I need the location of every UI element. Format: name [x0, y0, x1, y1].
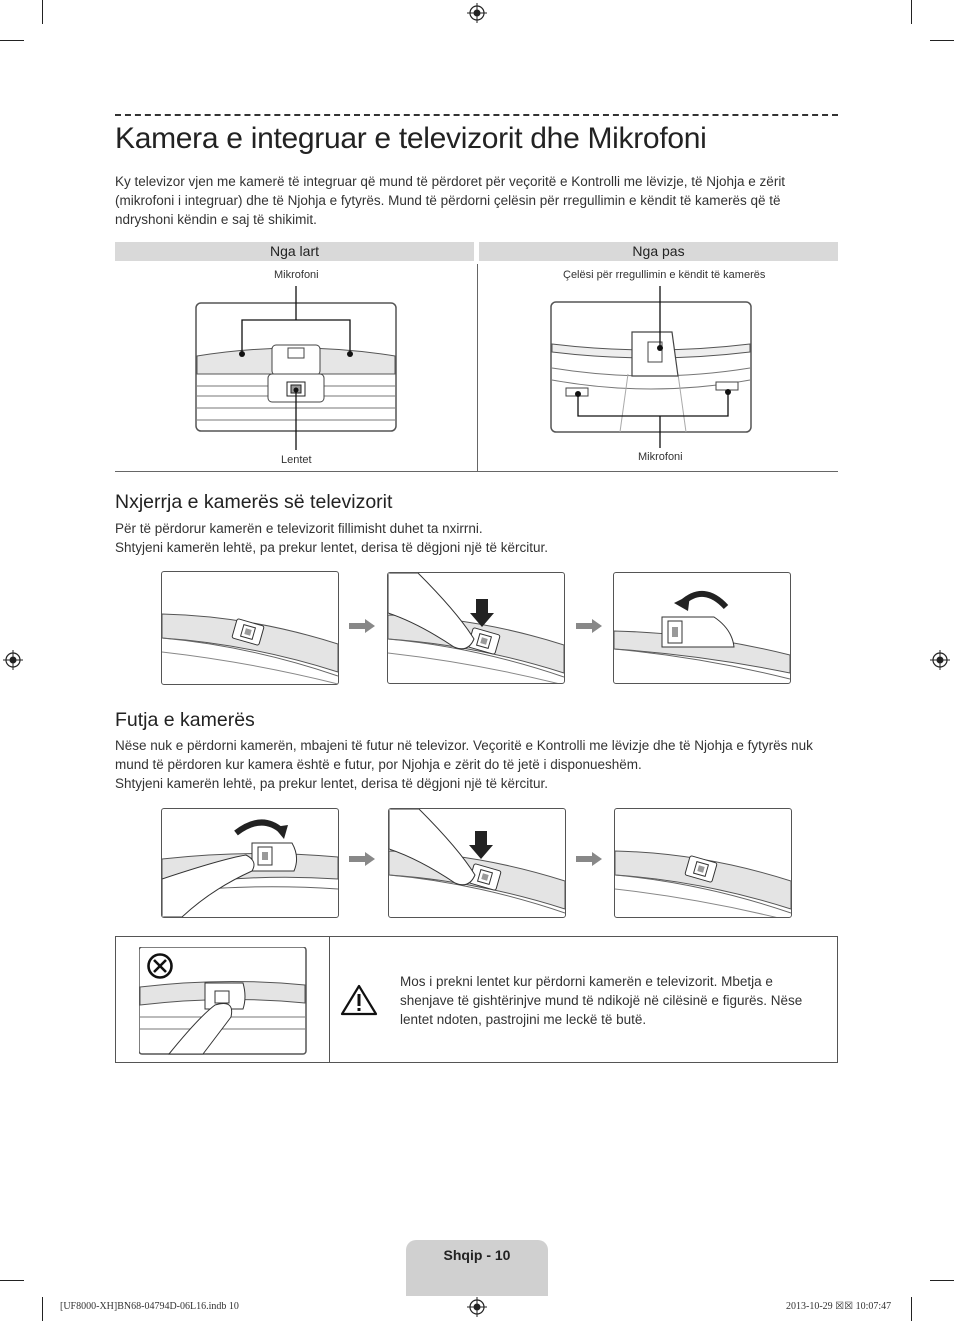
crop-mark [911, 0, 912, 24]
camera-top-view-diagram [190, 282, 402, 454]
registration-mark-icon [930, 650, 950, 670]
remove-line-1: Për të përdorur kamerën e televizorit fillimisht duhet ta nxirrni. [115, 521, 483, 536]
table-column-divider [477, 264, 478, 472]
label-lentet: Lentet [281, 454, 312, 466]
insert-step-3-illustration [614, 808, 792, 918]
warning-triangle-icon [340, 984, 378, 1016]
crop-mark [930, 1280, 954, 1281]
table-bottom-rule [115, 471, 838, 472]
print-file-info: [UF8000-XH]BN68-04794D-06L16.indb 10 [60, 1301, 239, 1312]
label-mikrofoni-top: Mikrofoni [274, 269, 319, 281]
title-rule [115, 114, 838, 116]
intro-paragraph: Ky televizor vjen me kamerë të integruar që mund të përdoret për veçoritë e Kontrolli me lëvizje, të Njohja e zërit (mikrofoni i integruar) dhe të Njohja e fytyrës. Mund të përdorni çelësin për rregullimin e këndit të kamerës që të ndryshoni këndin e saj të shikimit. [115, 174, 786, 227]
remove-step-2-illustration [387, 572, 565, 684]
arrow-right-icon [576, 619, 602, 633]
arrow-right-icon [349, 619, 375, 633]
prohibited-icon [146, 952, 174, 980]
heading-remove-camera: Nxjerrja e kamerës së televizorit [115, 491, 393, 513]
registration-mark-icon [3, 650, 23, 670]
remove-step-3-illustration [613, 572, 791, 684]
registration-mark-icon [467, 3, 487, 23]
label-mikrofoni-back: Mikrofoni [638, 451, 683, 463]
page-number: Shqip - 10 [443, 1247, 511, 1263]
camera-back-view-diagram [548, 284, 758, 450]
remove-line-2: Shtyjeni kamerën lehtë, pa prekur lentet, derisa të dëgjoni një të kërcitur. [115, 540, 548, 555]
insert-step-1-illustration [161, 808, 339, 918]
registration-mark-icon [467, 1297, 487, 1317]
warning-text: Mos i prekni lentet kur përdorni kamerën e televizorit. Mbetja e shenjave të gishtërinjve mund të ndikojë në cilësinë e figurës. Nëse lentet ndoten, pastrojini me leckë të butë. [400, 974, 803, 1027]
insert-step-2-illustration [388, 808, 566, 918]
crop-mark [42, 0, 43, 24]
page-title: Kamera e integruar e televizorit dhe Mikrofoni [115, 122, 707, 155]
header-top-view: Nga lart [115, 242, 474, 261]
arrow-right-icon [576, 852, 602, 866]
crop-mark [42, 1297, 43, 1321]
header-back-view: Nga pas [479, 242, 838, 261]
remove-step-1-illustration [161, 571, 339, 685]
crop-mark [0, 1280, 24, 1281]
crop-mark [930, 40, 954, 41]
insert-line-2: Shtyjeni kamerën lehtë, pa prekur lentet, derisa të dëgjoni një të kërcitur. [115, 776, 548, 791]
label-angle-switch: Çelësi për rregullimin e këndit të kamerës [563, 269, 766, 281]
crop-mark [911, 1297, 912, 1321]
warning-box-divider [329, 936, 330, 1062]
insert-paragraph: Nëse nuk e përdorni kamerën, mbajeni të futur në televizor. Veçoritë e Kontrolli me lëvizje dhe të Njohja e fytyrës nuk mund të përdoren kur kamera është e futur, por Njohja e zërit do të jetë i disponueshëm. [115, 738, 813, 772]
arrow-right-icon [349, 852, 375, 866]
print-date-info: 2013-10-29 ☒☒ 10:07:47 [786, 1301, 892, 1312]
crop-mark [0, 40, 24, 41]
heading-insert-camera: Futja e kamerës [115, 709, 255, 731]
